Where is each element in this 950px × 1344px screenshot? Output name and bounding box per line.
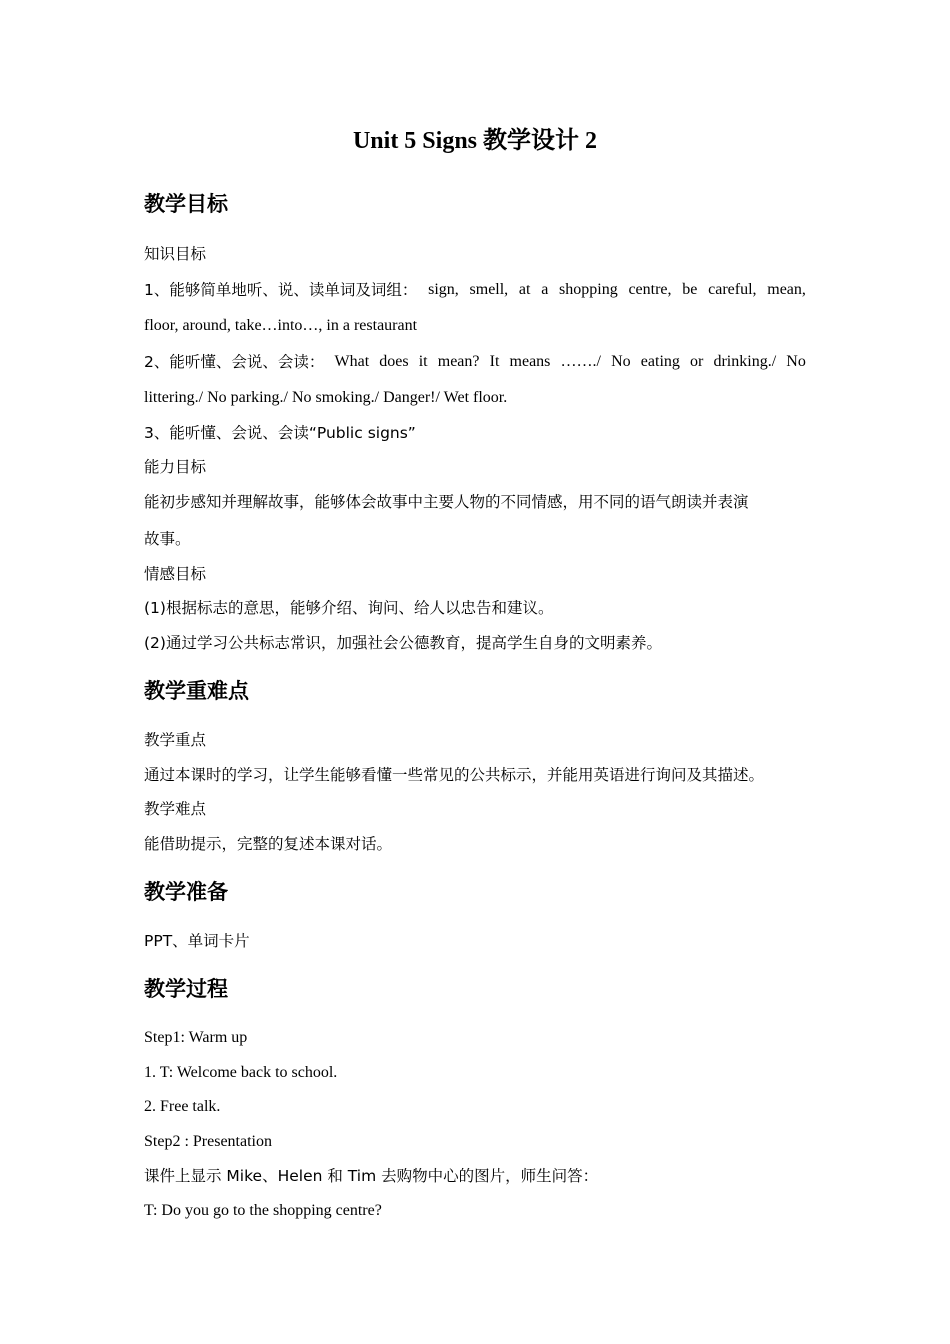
knowledge-item-2-prefix: 2、能听懂、会说、会读： (144, 353, 325, 371)
difficulty-label: 教学难点 (144, 800, 207, 818)
word: What (334, 353, 370, 370)
word: it (418, 353, 428, 370)
word: No (786, 353, 806, 370)
section-heading-key-points: 教学重难点 (144, 679, 249, 703)
word: mean, (767, 281, 806, 298)
word: ……./ (560, 353, 601, 370)
focus-label: 教学重点 (144, 731, 207, 749)
focus-text: 通过本课时的学习，让学生能够看懂一些常见的公共标示，并能用英语进行询问及其描述。 (144, 766, 765, 784)
word: or (690, 353, 704, 370)
word: It (489, 353, 500, 370)
emotion-goal-label: 情感目标 (144, 565, 207, 583)
word: drinking./ (713, 353, 777, 370)
word: means (509, 353, 551, 370)
section-heading-preparation: 教学准备 (144, 880, 228, 904)
process-line: Step2 : Presentation (144, 1133, 272, 1150)
word: careful, (708, 281, 757, 298)
section-heading-process: 教学过程 (144, 977, 228, 1001)
knowledge-item-1-line-1 (144, 278, 806, 302)
ability-goal-line-1: 能初步感知并理解故事，能够体会故事中主要人物的不同情感，用不同的语气朗读并表演 (144, 493, 749, 511)
word: No (611, 353, 631, 370)
difficulty-text: 能借助提示，完整的复述本课对话。 (144, 835, 393, 853)
emotion-goal-item-1: (1)根据标志的意思，能够介绍、询问、给人以忠告和建议。 (144, 599, 554, 617)
emotion-goal-item-2: (2)通过学习公共标志常识，加强社会公德教育，提高学生自身的文明素养。 (144, 634, 662, 652)
word: a (541, 281, 549, 298)
process-line: T: Do you go to the shopping centre? (144, 1202, 382, 1219)
word: sign, (428, 281, 459, 298)
word: mean? (437, 353, 480, 370)
knowledge-item-1-prefix: 1、能够简单地听、说、读单词及词组： (144, 281, 418, 299)
knowledge-item-2-line-1 (144, 350, 806, 374)
process-line: 1. T: Welcome back to school. (144, 1064, 338, 1081)
process-line: Step1: Warm up (144, 1029, 248, 1046)
word: eating (640, 353, 680, 370)
ability-goal-line-2: 故事。 (144, 530, 191, 548)
word: at (518, 281, 531, 298)
knowledge-goal-label: 知识目标 (144, 245, 207, 263)
section-heading-goals: 教学目标 (144, 192, 228, 216)
word: be (682, 281, 698, 298)
knowledge-item-1-line-2: floor, around, take…into…, in a restaurant (144, 317, 418, 334)
word: smell, (469, 281, 509, 298)
word: shopping (559, 281, 618, 298)
document-title: Unit 5 Signs 教学设计 2 (352, 128, 598, 154)
word: does (379, 353, 409, 370)
knowledge-item-3: 3、能听懂、会说、会读“Public signs” (144, 424, 416, 442)
word: centre, (628, 281, 672, 298)
ability-goal-label: 能力目标 (144, 458, 207, 476)
process-line: 2. Free talk. (144, 1098, 221, 1115)
knowledge-item-2-line-2: littering./ No parking./ No smoking./ Danger!/ Wet floor. (144, 389, 508, 406)
process-line: 课件上显示 Mike、Helen 和 Tim 去购物中心的图片，师生问答： (144, 1167, 599, 1185)
preparation-text: PPT、单词卡片 (144, 932, 250, 950)
